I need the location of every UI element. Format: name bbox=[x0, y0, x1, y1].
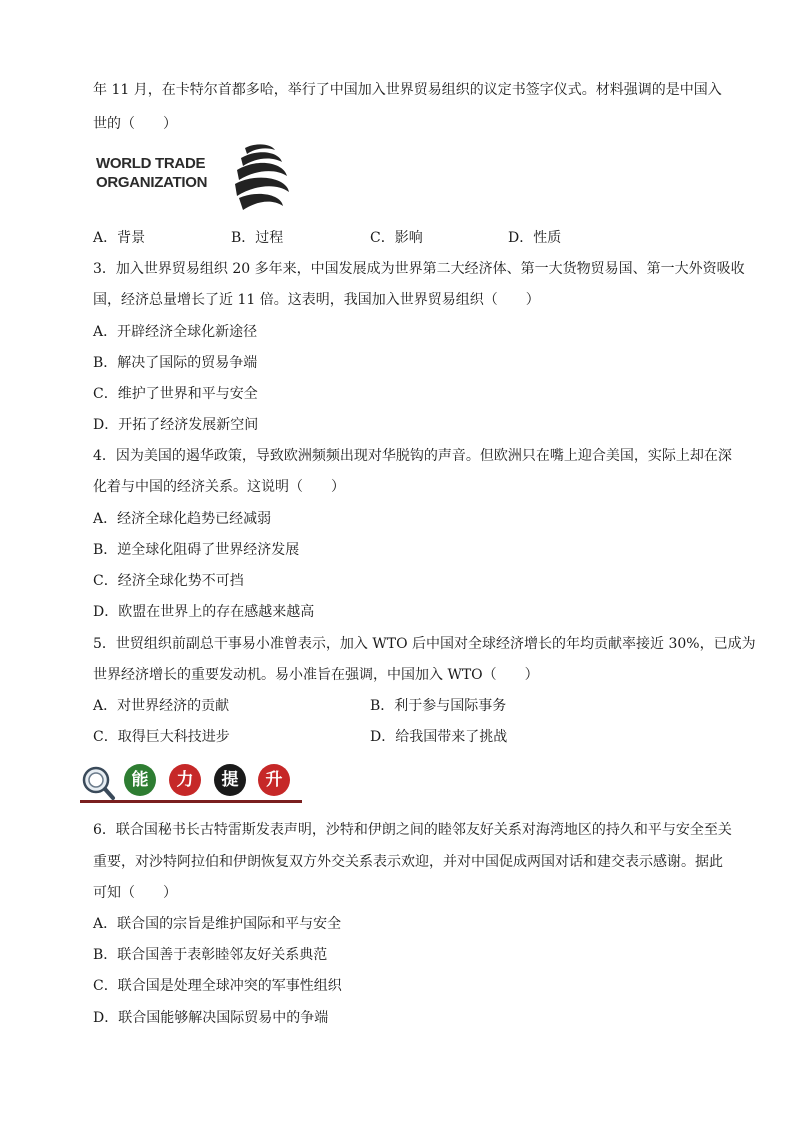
q3-stem-line2: 国，经济总量增长了近 11 倍。这表明，我国加入世界贸易组织（ ） bbox=[93, 292, 540, 308]
wto-logo-text-line1: WORLD TRADE bbox=[96, 155, 206, 172]
q6-stem-line1: 6．联合国秘书长古特雷斯发表声明，沙特和伊朗之间的睦邻友好关系对海湾地区的持久和平与安全至关 bbox=[93, 822, 732, 838]
q4-stem-line1: 4．因为美国的遏华政策，导致欧洲频频出现对华脱钩的声音。但欧洲只在嘴上迎合美国，实际上却在深 bbox=[93, 448, 732, 464]
q5-option-b[interactable]: B．利于参与国际事务 bbox=[370, 698, 507, 714]
q6-option-d[interactable]: D．联合国能够解决国际贸易中的争端 bbox=[93, 1010, 329, 1026]
badge-char-4: 升 bbox=[258, 764, 290, 796]
q4-stem-line2: 化着与中国的经济关系。这说明（ ） bbox=[93, 479, 345, 495]
q4-option-a[interactable]: A．经济全球化趋势已经减弱 bbox=[93, 511, 272, 527]
q4-option-b[interactable]: B．逆全球化阻碍了世界经济发展 bbox=[93, 542, 300, 558]
q2-option-d[interactable]: D．性质 bbox=[508, 230, 562, 246]
q5-option-d[interactable]: D．给我国带来了挑战 bbox=[370, 729, 508, 745]
wto-logo bbox=[92, 140, 302, 220]
q2-option-b[interactable]: B．过程 bbox=[231, 230, 284, 246]
q4-option-c[interactable]: C．经济全球化势不可挡 bbox=[93, 573, 244, 589]
badge-char-3: 提 bbox=[214, 764, 246, 796]
q2-stem-line1: 年 11 月，在卡特尔首都多哈，举行了中国加入世界贸易组织的议定书签字仪式。材料强调的是中国入 bbox=[93, 82, 722, 98]
section-badge-ability-improvement bbox=[80, 760, 302, 804]
q6-option-b[interactable]: B．联合国善于表彰睦邻友好关系典范 bbox=[93, 947, 328, 963]
q5-stem-line1: 5．世贸组织前副总干事易小准曾表示，加入 WTO 后中国对全球经济增长的年均贡献率接近 30%，已成为 bbox=[93, 636, 756, 652]
q2-option-c[interactable]: C．影响 bbox=[370, 230, 423, 246]
q5-option-c[interactable]: C．取得巨大科技进步 bbox=[93, 729, 230, 745]
q6-option-a[interactable]: A．联合国的宗旨是维护国际和平与安全 bbox=[93, 916, 342, 932]
q6-stem-line2: 重要，对沙特阿拉伯和伊朗恢复双方外交关系表示欢迎，并对中国促成两国对话和建交表示感谢。据此 bbox=[93, 854, 723, 870]
q3-option-a[interactable]: A．开辟经济全球化新途径 bbox=[93, 324, 258, 340]
q4-option-d[interactable]: D．欧盟在世界上的存在感越来越高 bbox=[93, 604, 315, 620]
badge-char-2: 力 bbox=[169, 764, 201, 796]
q6-option-c[interactable]: C．联合国是处理全球冲突的军事性组织 bbox=[93, 978, 342, 994]
q6-stem-line3: 可知（ ） bbox=[93, 885, 177, 901]
q3-option-c[interactable]: C．维护了世界和平与安全 bbox=[93, 386, 258, 402]
q3-option-d[interactable]: D．开拓了经济发展新空间 bbox=[93, 417, 259, 433]
q5-stem-line2: 世界经济增长的重要发动机。易小准旨在强调，中国加入 WTO（ ） bbox=[93, 667, 539, 683]
q5-option-a[interactable]: A．对世界经济的贡献 bbox=[93, 698, 230, 714]
badge-underline bbox=[80, 800, 302, 803]
q2-option-a[interactable]: A．背景 bbox=[93, 230, 146, 246]
q2-stem-line2: 世的（ ） bbox=[93, 116, 177, 132]
badge-char-1: 能 bbox=[124, 764, 156, 796]
wto-logo-text bbox=[96, 154, 207, 192]
magnifier-icon bbox=[80, 764, 116, 800]
wto-swirl-icon bbox=[227, 140, 297, 215]
q3-option-b[interactable]: B．解决了国际的贸易争端 bbox=[93, 355, 258, 371]
wto-logo-text-line2: ORGANIZATION bbox=[96, 174, 208, 191]
q3-stem-line1: 3．加入世界贸易组织 20 多年来，中国发展成为世界第二大经济体、第一大货物贸易国、第一大外资吸收 bbox=[93, 261, 745, 277]
